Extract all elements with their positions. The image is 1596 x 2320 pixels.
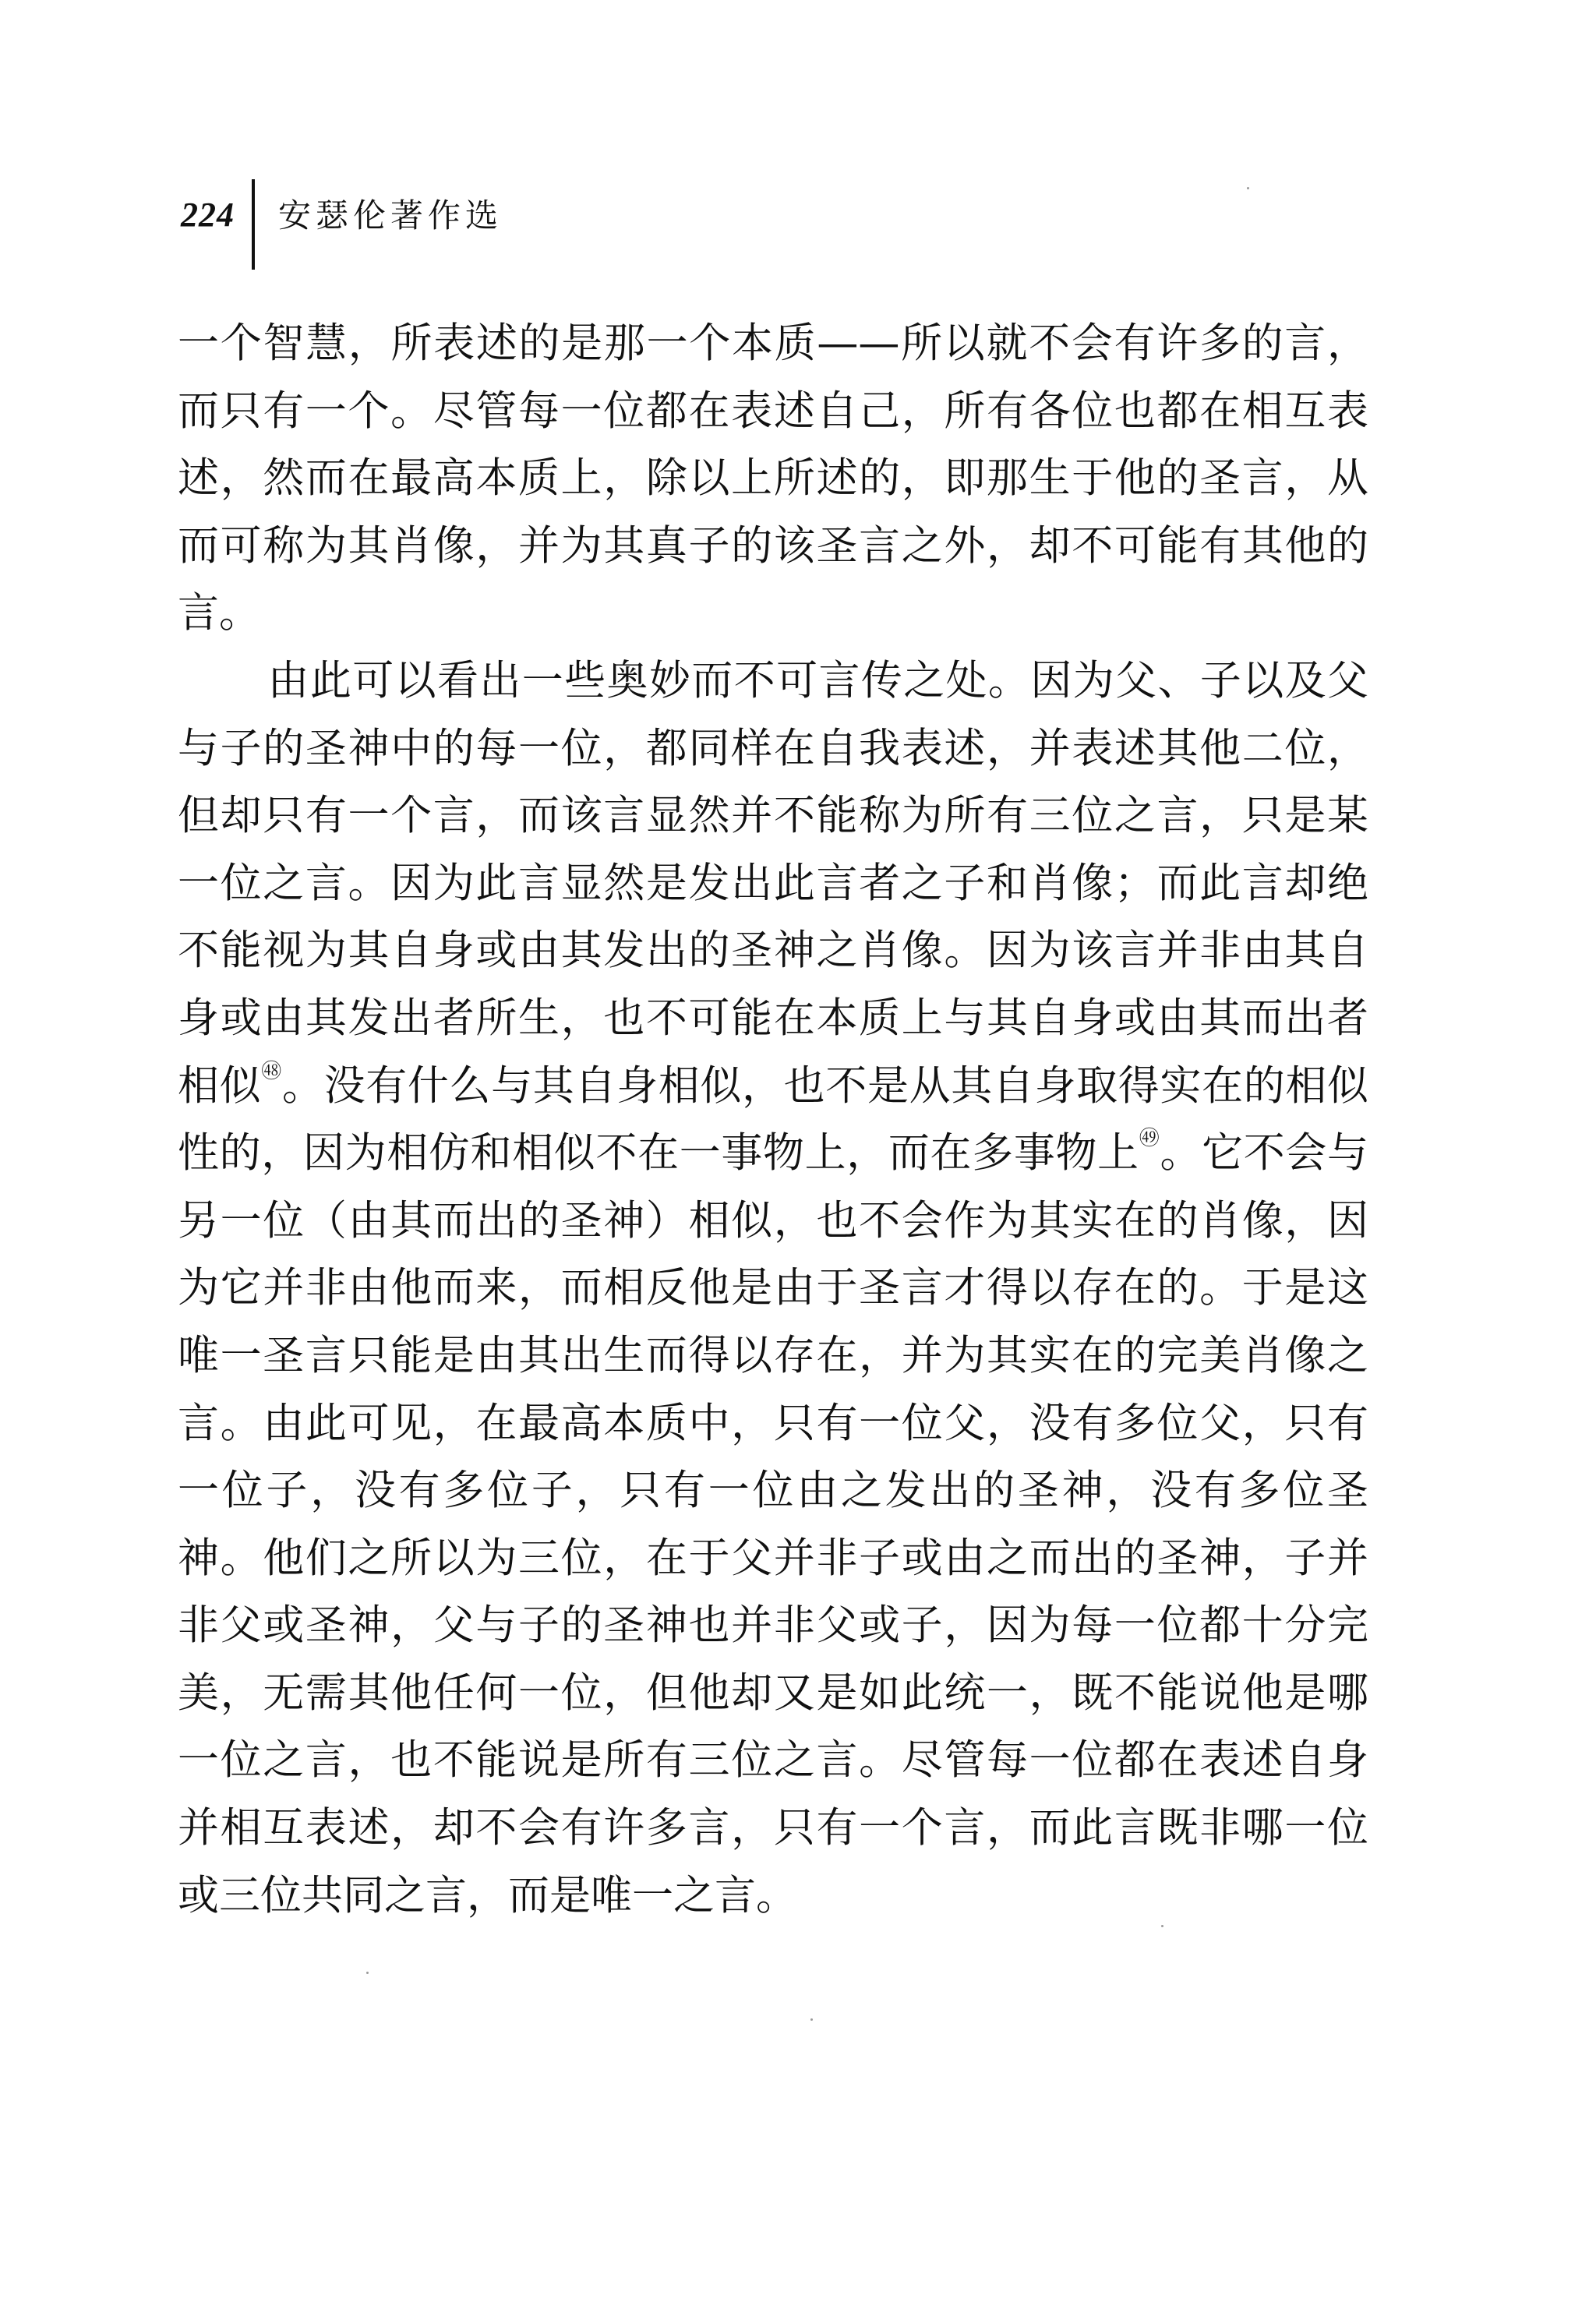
- paragraph-2: [178, 648, 1368, 1930]
- scan-speck: [810, 2018, 813, 2021]
- paragraph-1: [178, 310, 1368, 648]
- footnote-marker[interactable]: ㊾: [1139, 1127, 1160, 1151]
- paragraph-text: 。没有什么与其自身相似，也不是从其自身取得实在的相似性的，因为相仿和相似不在一事物上，而在多事物上: [178, 1061, 1369, 1178]
- scan-speck: [1247, 187, 1249, 189]
- scan-speck: [366, 1972, 369, 1974]
- running-head: [181, 179, 503, 273]
- paragraph-text: 。它不会与另一位（由其而出的圣神）相似，也不会作为其实在的肖像，因为它并非由他而来，而相反他是由于圣言才得以存在的。于是这唯一圣言只能是由其出生而得以存在，并为其实在的完美肖像之言。由此可见，在最高本质中，只有一位父，没有多位父，只有一位子，没有多位子，只有一位由之发出的圣神，没有多位圣神。他们之所以为三位，在于父并非子或由之而出的圣神，子并非父或圣神，父与子的圣神也并非父或子，因为每一位都十分完美，无需其他任何一位，但他却又是如此统一，既不能说他是哪一位之言，也不能说是所有三位之言。尽管每一位都在表述自身并相互表述，却不会有许多言，只有一个言，而此言既非哪一位或三位共同之言，而是唯一之言。: [178, 1129, 1369, 1919]
- footnote-marker[interactable]: ㊽: [261, 1059, 282, 1083]
- body-text: [178, 310, 1368, 1930]
- page-number: 224: [181, 196, 235, 234]
- header-divider: [252, 179, 255, 270]
- paragraph-text: 由此可以看出一些奥妙而不可言传之处。因为父、子以及父与子的圣神中的每一位，都同样在自我表述，并表述其他二位，但却只有一个言，而该言显然并不能称为所有三位之言，只是某一位之言。因为此言显然是发出此言者之子和肖像；而此言却绝不能视为其自身或由其发出的圣神之肖像。因为该言并非由其自身或由其发出者所生，也不可能在本质上与其自身或由其而出者相似: [178, 656, 1368, 1110]
- book-title: 安瑟伦著作选: [278, 196, 503, 235]
- paragraph-text: 一个智慧，所表述的是那一个本质——所以就不会有许多的言，而只有一个。尽管每一位都在表述自己，所有各位也都在相互表述，然而在最高本质上，除以上所述的，即那生于他的圣言，从而可称为其肖像，并为其真子的该圣言之外，却不可能有其他的言。: [178, 320, 1368, 637]
- scan-speck: [1161, 1925, 1163, 1927]
